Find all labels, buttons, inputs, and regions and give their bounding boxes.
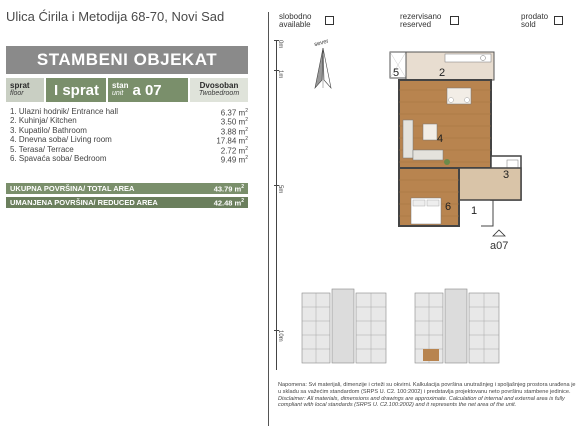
room-number-6: 6 <box>445 201 452 213</box>
unit-label-en: unit <box>112 90 124 97</box>
disclaimer <box>278 382 578 409</box>
room-number-4: 4 <box>437 133 444 145</box>
floor-value: I sprat <box>54 81 100 99</box>
total-area-label: UKUPNA POVRŠINA/ TOTAL AREA <box>10 184 135 193</box>
status-available: slobodno available <box>279 13 311 29</box>
scale-label-0: 0m <box>277 40 283 49</box>
floor-label-sr: sprat <box>10 81 30 90</box>
room-number-3: 3 <box>503 169 510 181</box>
status-reserved: rezervisano reserved <box>400 13 441 29</box>
unit-type-cell <box>190 78 248 102</box>
list-item: 4. Dnevna soba/ Living room 17.84 $m^2$ <box>10 135 248 146</box>
address: Ulica Ćirila i Metodija 68-70, Novi Sad <box>6 9 225 24</box>
status-sold: prodato sold <box>521 13 548 29</box>
unit-type-sr: Dvosoban <box>199 81 239 90</box>
list-item: 6. Spavaća soba/ Bedroom 9.49 $m^2$ <box>10 153 248 165</box>
list-item: 2. Kuhinja/ Kitchen 3.50 $m^2$ <box>10 116 248 128</box>
list-item: 5. Terasa/ Terrace 2.72 $m^2$ <box>10 144 248 156</box>
list-item: 1. Ulazni hodnik/ Entrance hall 6.37 $m^2$ <box>10 107 248 118</box>
sold-checkbox[interactable] <box>554 16 563 25</box>
floor-plan <box>385 50 525 240</box>
unit-type-en: Twobedroom <box>198 90 240 97</box>
room-number-2: 2 <box>439 67 446 79</box>
floor-value-cell <box>46 78 106 102</box>
reduced-area-bar <box>6 197 248 208</box>
page-title: STAMBENI OBJEKAT <box>6 46 248 74</box>
disclaimer-sr: Napomena: Svi materijali, dimenzije i crteži su okvirni. Kalkulacija površina unutrašnjeg i spoljašnjeg prostora urađena je u skladu sa važećim standardom (SRPS U. C2. 100:2002) i predstavlja projektovanu neto površinu stambene jedinice. <box>278 382 576 395</box>
reduced-area-label: UMANJENA POVRŠINA/ REDUCED AREA <box>10 198 158 207</box>
scale-label-5: 5m <box>277 185 283 194</box>
building-plan-thumbnail-right <box>413 287 503 367</box>
scale-label-10: 10m <box>277 330 283 342</box>
reduced-area-value: 42.48 $m^2$ <box>213 197 244 208</box>
unit-info-row <box>6 78 248 102</box>
total-area-value: 43.79 $m^2$ <box>213 183 244 194</box>
available-checkbox[interactable] <box>325 16 334 25</box>
building-plan-thumbnail-left <box>300 287 390 367</box>
unit-tag: a07 <box>490 240 509 252</box>
unit-label-sr: stan <box>112 81 129 90</box>
north-label: sever <box>313 38 330 49</box>
north-arrow-icon <box>305 38 345 96</box>
unit-value: a 07 <box>132 81 162 99</box>
unit-value-cell <box>108 78 188 102</box>
scale-bar <box>274 40 283 370</box>
floor-label-en: floor <box>10 90 24 97</box>
vertical-divider <box>268 12 269 426</box>
room-number-5: 5 <box>393 67 400 79</box>
reserved-checkbox[interactable] <box>450 16 459 25</box>
list-item: 3. Kupatilo/ Bathroom 3.88 $m^2$ <box>10 125 248 137</box>
floor-label-cell <box>6 78 44 102</box>
disclaimer-en: Disclaimer: All materials, dimensions and drawings are approximate. Calculation of internal and external area is fully compliant with local standards (SRPS U. C2.100:2002) and it represents the net area of the unit. <box>278 395 565 409</box>
room-number-1: 1 <box>471 205 478 217</box>
total-area-bar <box>6 183 248 194</box>
unit-highlight <box>423 349 439 361</box>
scale-label-1: 1m <box>277 70 283 79</box>
room-list <box>10 107 248 163</box>
